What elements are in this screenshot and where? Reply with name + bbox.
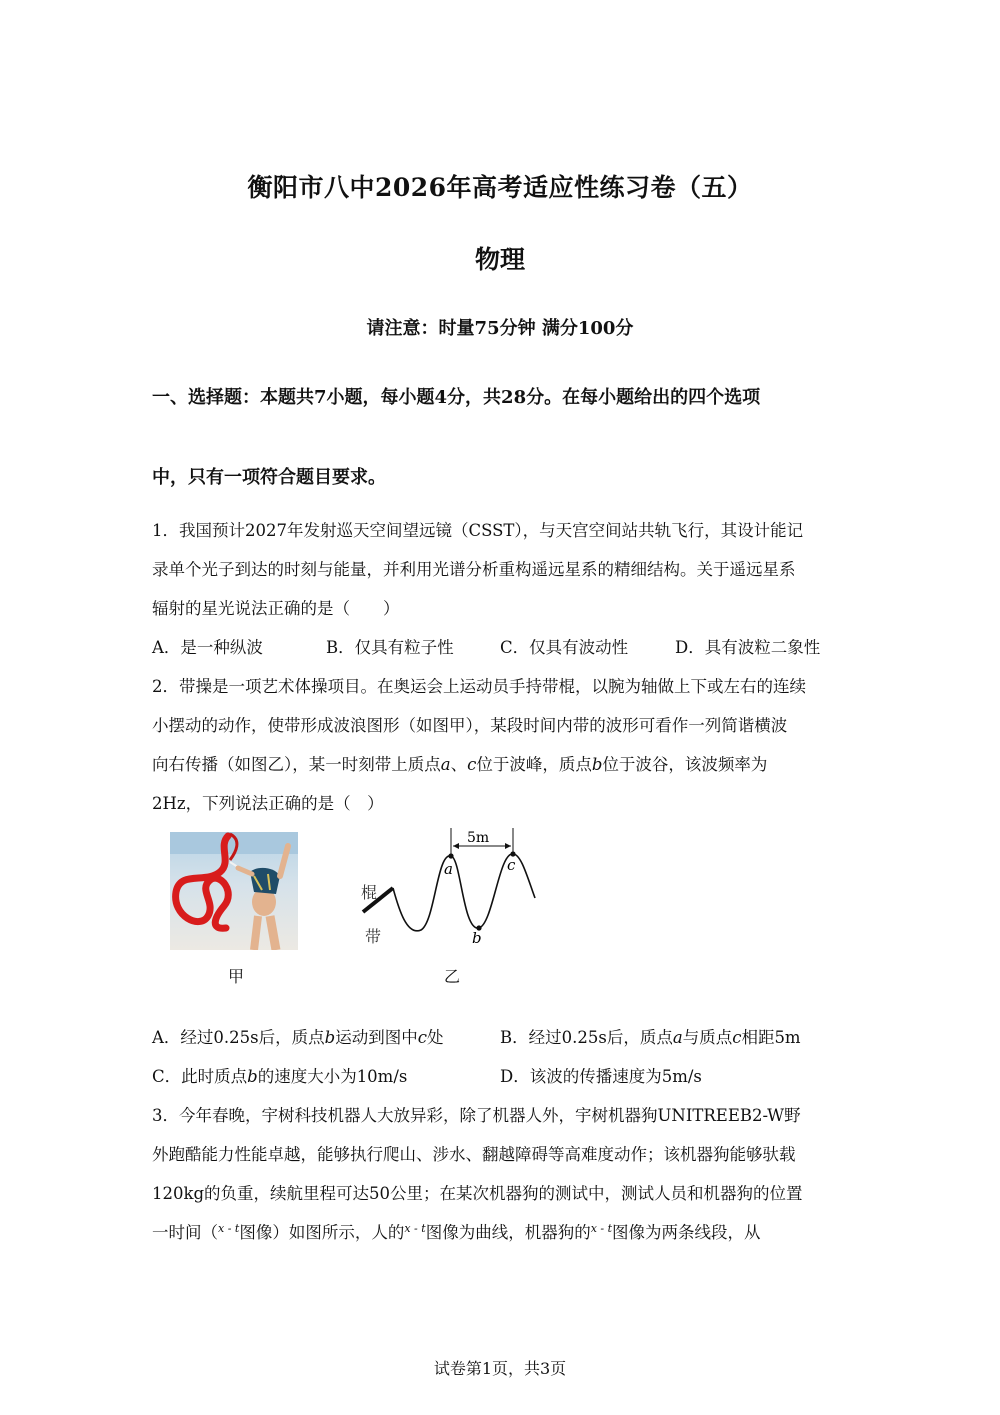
band-label: 带: [365, 927, 382, 946]
q2-var-c: c: [467, 755, 477, 774]
q3-line4-a: 一时间（: [152, 1223, 218, 1242]
arrowhead-left: [453, 843, 459, 849]
q2-option-c: [152, 1063, 407, 1087]
exam-notice: 请注意：时量75分钟 满分100分: [366, 318, 634, 339]
page-footer: 试卷第1页，共3页: [433, 1359, 567, 1378]
q2-var-a: a: [440, 755, 451, 774]
q1-option-a: A．是一种纵波: [152, 638, 263, 657]
rod-label: 棍: [361, 883, 378, 902]
q2-option-b-var1: a: [672, 1028, 683, 1047]
section-heading-line1: 一、选择题：本题共7小题，每小题4分，共28分。在每小题给出的四个选项: [152, 387, 761, 408]
q2-line4: 2Hz，下列说法正确的是（ ）: [152, 794, 384, 813]
q3-line4: [152, 1219, 761, 1243]
q2-option-a-post: 处: [426, 1028, 444, 1047]
page-title: 衡阳市八中2026年高考适应性练习卷（五）: [247, 173, 753, 202]
q1-option-d: D．具有波粒二象性: [675, 638, 821, 657]
q2-option-a-mid: 运动到图中: [335, 1028, 418, 1047]
subject-title: 物理: [474, 245, 525, 274]
point-b-label: b: [472, 929, 482, 947]
ribbon-gymnast-photo: [170, 832, 298, 950]
q2-option-d: D．该波的传播速度为5m/s: [500, 1067, 702, 1086]
q2-line3-text-c: 位于波谷，该波频率为: [602, 755, 768, 774]
q2-option-a-var1: b: [324, 1028, 336, 1047]
figure-caption-left: 甲: [228, 967, 245, 986]
xt-symbol-2: x - t: [404, 1222, 426, 1235]
q2-option-c-post: 的速度大小为10m/s: [257, 1067, 408, 1086]
q2-option-b-pre: B．经过0.25s后，质点: [500, 1028, 673, 1047]
q3-line4-d: 图像为两条线段，从: [612, 1223, 761, 1242]
q2-option-a-pre: A．经过0.25s后，质点: [152, 1028, 325, 1047]
q2-option-b: [500, 1024, 801, 1048]
q2-line3-text-b: 位于波峰，质点: [476, 755, 592, 774]
q2-option-b-post: 相距5m: [741, 1028, 801, 1047]
xt-symbol-3: x - t: [590, 1222, 613, 1235]
figure-caption-right: 乙: [444, 967, 461, 986]
q2-line2: 小摆动的动作，使带形成波浪图形（如图甲），某段时间内带的波形可看作一列简谐横波: [152, 716, 788, 735]
q1-line2: 录单个光子到达的时刻与能量，并利用光谱分析重构遥远星系的精细结构。关于遥远星系: [152, 560, 796, 579]
point-a-dot: [448, 853, 453, 858]
section-heading-line2: 中，只有一项符合题目要求。: [152, 467, 386, 488]
point-c-label: c: [507, 856, 516, 874]
q2-option-c-pre: C．此时质点: [152, 1067, 248, 1086]
q1-line3: 辐射的星光说法正确的是（ ）: [152, 599, 400, 618]
q3-line4-b: 图像）如图所示，人的: [239, 1223, 405, 1242]
q2-option-a: [152, 1024, 443, 1048]
q2-option-c-var1: b: [247, 1067, 258, 1086]
distance-label: 5m: [467, 830, 490, 846]
q2-option-b-var2: c: [732, 1028, 742, 1047]
q3-line4-c: 图像为曲线，机器狗的: [425, 1223, 591, 1242]
arrowhead-right: [505, 843, 511, 849]
q2-line3-text-a: 向右传播（如图乙），某一时刻带上质点: [152, 755, 441, 774]
q1-option-c: C．仅具有波动性: [500, 638, 629, 657]
q2-option-b-mid: 与质点: [682, 1028, 733, 1047]
q3-line3: 120kg的负重，续航里程可达50公里；在某次机器狗的测试中，测试人员和机器狗的位置: [152, 1184, 803, 1203]
q2-line3: [152, 751, 767, 775]
wave-diagram: [355, 818, 555, 962]
q1-option-b: B．仅具有粒子性: [326, 638, 454, 657]
q2-line3-sep: 、: [450, 755, 468, 774]
xt-symbol-1: x - t: [218, 1222, 240, 1235]
q1-line1: 1．我国预计2027年发射巡天空间望远镜（CSST），与天宫空间站共轨飞行，其设计能记: [152, 521, 804, 540]
q2-option-a-var2: c: [417, 1028, 427, 1047]
point-a-label: a: [444, 860, 453, 878]
gymnast-illustration: [170, 832, 298, 950]
q2-line1: 2．带操是一项艺术体操项目。在奥运会上运动员手持带棍，以腕为轴做上下或左右的连续: [152, 677, 806, 696]
q3-line2: 外跑酷能力性能卓越，能够执行爬山、涉水、翻越障碍等高难度动作；该机器狗能够驮载: [152, 1145, 796, 1164]
q3-line1: 3．今年春晚，宇树科技机器人大放异彩，除了机器人外，宇树机器狗UNITREEB2-W野: [152, 1106, 801, 1125]
q2-var-b: b: [591, 755, 603, 774]
